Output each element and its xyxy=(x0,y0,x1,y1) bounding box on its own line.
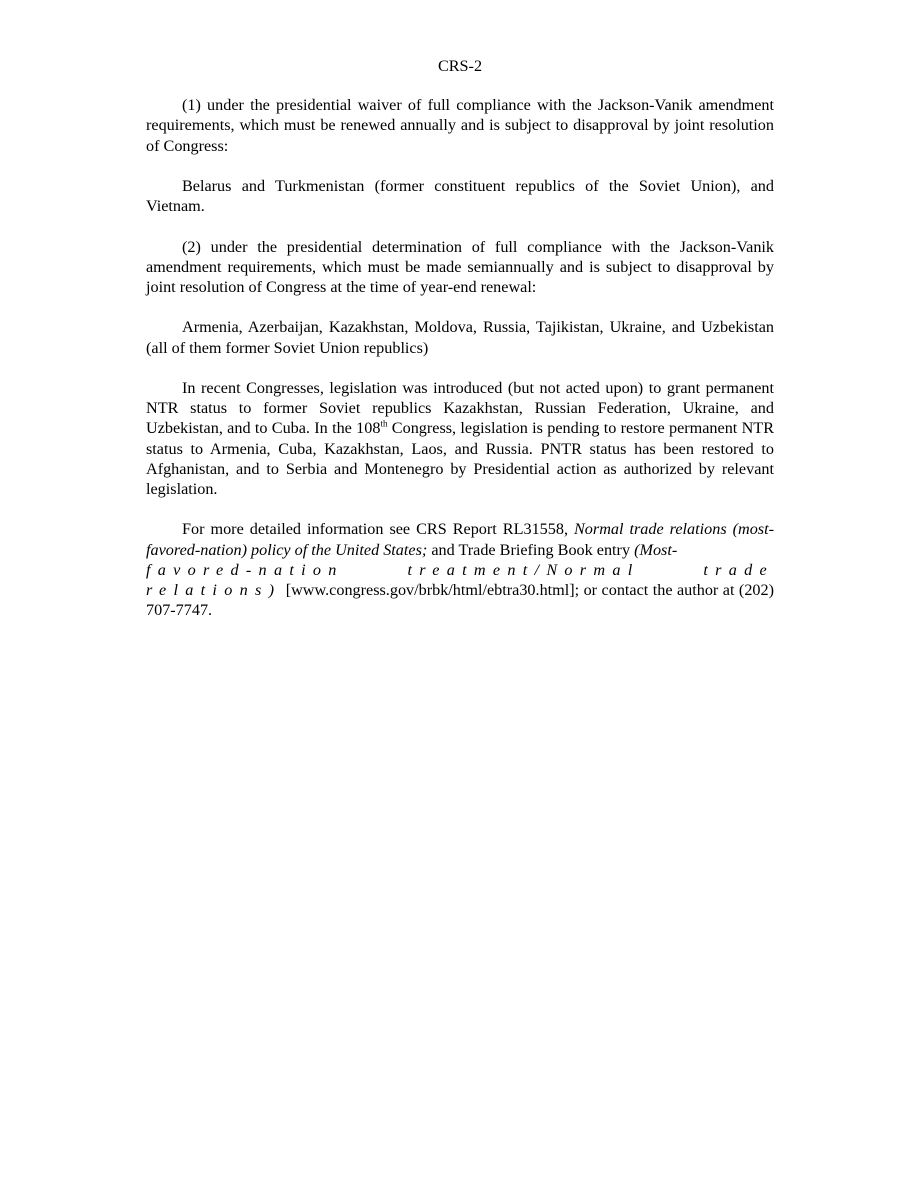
paragraph-waiver-countries: Belarus and Turkmenistan (former constituent republics of the Soviet Union), and Vietnam. xyxy=(146,177,774,216)
recent-congresses-text-1: In recent Congresses, legislation was introduced (but not acted upon) to grant permanent NTR status to former Soviet republics Kazakhstan, Russian Federation, Ukraine, and Uzbekistan, and to Cuba. In the 108 xyxy=(146,378,774,438)
more-info-text-1: For more detailed information see CRS Report RL31558, xyxy=(182,520,574,539)
document-page xyxy=(146,56,774,641)
paragraph-determination-countries: Armenia, Azerbaijan, Kazakhstan, Moldova, Russia, Tajikistan, Ukraine, and Uzbekistan (all of them former Soviet Union republics) xyxy=(146,318,774,357)
briefing-book-entry-title: favored-nation treatment/Normal trade relations) xyxy=(146,560,774,599)
page-header-label: CRS-2 xyxy=(437,57,483,75)
ordinal-suffix: th xyxy=(380,419,388,429)
more-info-text-2: and Trade Briefing Book entry xyxy=(427,540,635,559)
more-info-text-3: [www.congress.gov/brbk/html/ebtra30.html]; or contact the author at (202) 707-7747. xyxy=(146,581,774,620)
briefing-book-entry-start: (Most- xyxy=(634,540,678,559)
paragraph-recent-congresses xyxy=(146,378,774,499)
paragraph-more-information xyxy=(146,519,774,620)
recent-congresses-text-2: Congress, legislation is pending to restore permanent NTR status to Armenia, Cuba, Kazakhstan, Laos, and Russia. PNTR status has been restored to Afghanistan, and to Serbia and Montenegro by Presidential action as authorized by relevant legislation. xyxy=(146,419,774,498)
crs-report-title: Normal trade relations (most-favored-nation) policy of the United States; xyxy=(146,520,774,559)
paragraph-waiver: (1) under the presidential waiver of full compliance with the Jackson-Vanik amendment requirements, which must be renewed annually and is subject to disapproval by joint resolution of Congress: xyxy=(146,96,774,155)
paragraph-determination: (2) under the presidential determination of full compliance with the Jackson-Vanik amendment requirements, which must be made semiannually and is subject to disapproval by joint resolution of Congress at the time of year-end renewal: xyxy=(146,237,774,296)
